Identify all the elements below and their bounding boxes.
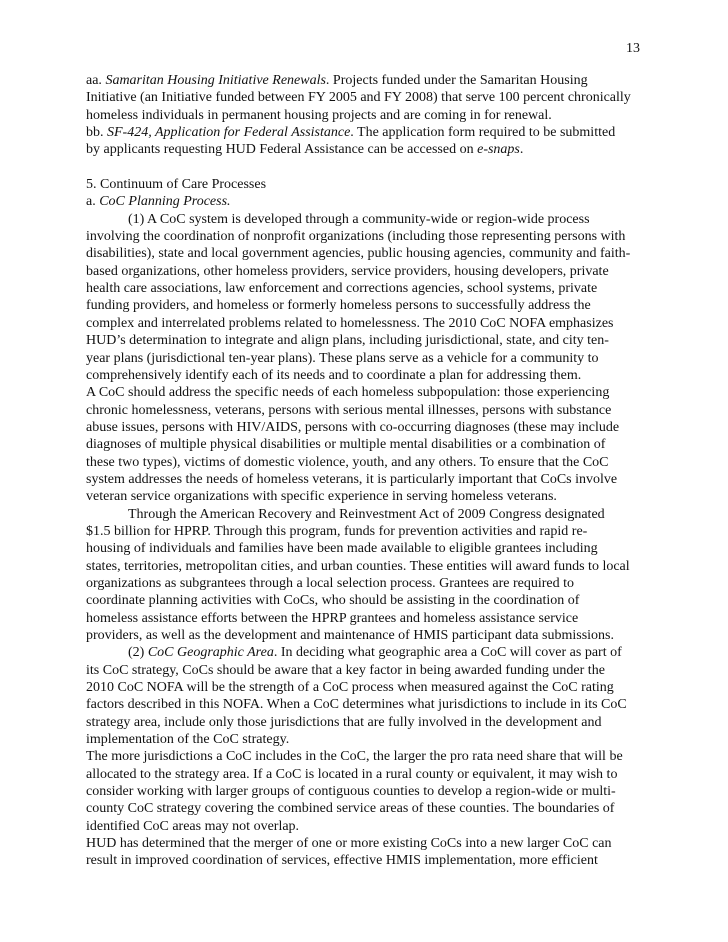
subsection-heading: a. CoC Planning Process. <box>86 194 231 210</box>
para-1-line: complex and interrelated problems related to homelessness. The 2010 CoC NOFA emphasizes <box>86 315 614 331</box>
para-hprp-line: providers, as well as the development and maintenance of HMIS participant data submissions. <box>86 628 614 643</box>
para-jurisdictions-line: The more jurisdictions a CoC includes in the CoC, the larger the pro rata need share that will be <box>86 749 623 765</box>
para-2-title: CoC Geographic Area <box>147 645 274 661</box>
para-merger-line: HUD has determined that the merger of one or more existing CoCs into a new larger CoC can <box>86 836 612 852</box>
para-1-line: based organizations, other homeless providers, service providers, housing developers, private <box>86 263 609 279</box>
esnaps-term: e-snaps <box>477 142 520 158</box>
para-1-line: HUD’s determination to integrate and align plans, including jurisdictional, state, and city ten- <box>86 333 609 349</box>
para-aa-line-3: homeless individuals in permanent housing projects and are coming in for renewal. <box>86 107 552 123</box>
para-hprp-line: coordinate planning activities with CoCs, who should be assisting in the coordination of <box>86 593 580 609</box>
para-1-line-1: (1) A CoC system is developed through a community-wide or region-wide process <box>128 211 590 227</box>
para-subpop-line: A CoC should address the specific needs of each homeless subpopulation: those experiencing <box>86 385 610 401</box>
page-number: 13 <box>626 41 640 56</box>
para-subpop-line: veteran service organizations with specific experience in serving homeless veterans. <box>86 489 557 505</box>
para-hprp-line: states, territories, metropolitan cities, and urban counties. These entities will award funds to local <box>86 558 630 574</box>
para-1-line: funding providers, and homeless or formerly homeless persons to successfully address the <box>86 298 591 314</box>
para-bb-line-2: by applicants requesting HUD Federal Assistance can be accessed on e-snaps. <box>86 142 524 158</box>
para-aa-title: Samaritan Housing Initiative Renewals <box>105 73 326 88</box>
para-2-line-1: (2) CoC Geographic Area. In deciding what geographic area a CoC will cover as part of <box>128 645 622 661</box>
para-jurisdictions-line: identified CoC areas may not overlap. <box>86 818 300 834</box>
blank-line <box>86 159 646 176</box>
para-hprp-line: homeless assistance efforts between the HPRP grantees and homeless assistance service <box>86 610 579 626</box>
para-aa-line-2: Initiative (an Initiative funded between FY 2005 and FY 2008) that serve 100 percent chronically <box>86 90 631 106</box>
para-1-line: health care associations, law enforcement and corrections agencies, school systems, private <box>86 281 598 297</box>
para-2-line: implementation of the CoC strategy. <box>86 732 290 748</box>
para-hprp-line: housing of individuals and families have been made available to eligible grantees including <box>86 541 598 557</box>
para-merger-line: result in improved coordination of services, effective HMIS implementation, more efficient <box>86 853 598 869</box>
para-jurisdictions-line: consider working with larger groups of contiguous counties to develop a region-wide or multi- <box>86 784 616 800</box>
para-1-line: involving the coordination of nonprofit organizations (including those representing persons with <box>86 229 626 245</box>
para-subpop-line: chronic homelessness, veterans, persons with serious mental illnesses, persons with substance <box>86 402 612 418</box>
para-subpop-line: system addresses the needs of homeless veterans, it is particularly important that CoCs involve <box>86 471 618 487</box>
para-2-line: strategy area, include only those jurisdictions that are fully involved in the development and <box>86 714 602 730</box>
para-1-line: disabilities), state and local government agencies, public housing agencies, community and faith- <box>86 246 631 262</box>
subsection-title: CoC Planning Process. <box>99 194 231 210</box>
para-hprp-line-1: Through the American Recovery and Reinvestment Act of 2009 Congress designated <box>128 506 605 522</box>
para-1-line: comprehensively identify each of its needs and to coordinate a plan for addressing them. <box>86 367 582 383</box>
para-jurisdictions-line: county CoC strategy covering the combined service areas of these counties. The boundaries of <box>86 801 615 817</box>
para-2-line: 2010 CoC NOFA will be the strength of a CoC process when measured against the CoC rating <box>86 680 614 696</box>
para-bb-title: SF-424, Application for Federal Assistance <box>107 125 351 141</box>
para-1-line: year plans (jurisdictional ten-year plans). These plans serve as a vehicle for a community to <box>86 350 599 366</box>
para-jurisdictions-line: allocated to the strategy area. If a CoC is located in a rural county or equivalent, it may wish to <box>86 766 618 782</box>
section-heading: 5. Continuum of Care Processes <box>86 177 267 193</box>
para-hprp-line: $1.5 billion for HPRP. Through this program, funds for prevention activities and rapid re- <box>86 523 588 539</box>
para-subpop-line: abuse issues, persons with HIV/AIDS, persons with co-occurring diagnoses (these may include <box>86 419 620 435</box>
para-subpop-line: diagnoses of multiple physical disabilities or multiple mental disabilities or a combination of <box>86 437 606 453</box>
document-body <box>86 72 646 870</box>
para-hprp-line: organizations as subgrantees through a local selection process. Grantees are required to <box>86 575 575 591</box>
para-2-line: its CoC strategy, CoCs should be aware that a key factor in being awarded funding under the <box>86 662 605 678</box>
para-aa-line-1: aa. Samaritan Housing Initiative Renewals. Projects funded under the Samaritan Housing <box>86 73 588 88</box>
para-subpop-line: these two types), victims of domestic violence, youth, and any others. To ensure that the CoC <box>86 454 609 470</box>
para-2-line: factors described in this NOFA. When a CoC determines what jurisdictions to include in its CoC <box>86 697 627 713</box>
para-bb-line-1: bb. SF-424, Application for Federal Assistance. The application form required to be submitted <box>86 125 616 141</box>
